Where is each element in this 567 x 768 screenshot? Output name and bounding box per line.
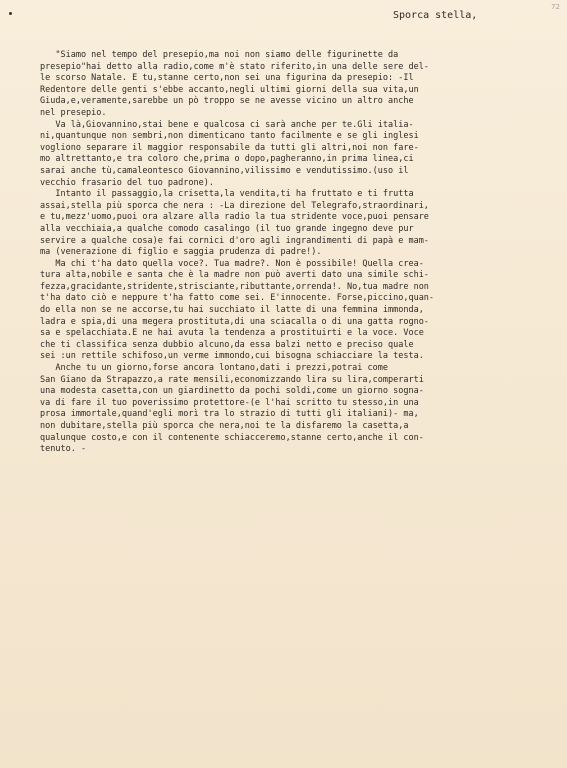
archive-number-mark: 72	[551, 3, 560, 11]
letter-paragraph-4: Ma chi t'ha dato quella voce?. Tua madre?. Non è possibile! Quella crea- tura alta,nobile e santa che è la madre non può averti dato una simile schi- fezza,gracidante,stridente,strisciante,ributtante,orrenda!. No,tua madre non t'ha dato ciò e neppure t'ha fatto come sei. E'innocente. Forse,piccino,quan- do ella non se ne accorse,tu hai succhiato il latte di una femmina immonda, ladra e spia,di una megera prostituta,di una sciacalla o di una gatta rogno- sa e spelacchiata.E ne hai avuta la tendenza a prostituirti e la voce. Voce che ti classifica senza dubbio alcuno,da essa balzi netto e preciso quale sei :un rettile schifoso,un verme immondo,cui bisogna schiacciare la testa.	[40, 258, 435, 362]
letter-paragraph-2: Va là,Giovannino,stai bene e qualcosa ci sarà anche per te.Gli italia- ni,quantunque non sembri,non dimenticano tanto facilmente e se gli inglesi vogliono separare il maggior responsabile da tutti gli altri,noi non fare- mo altrettanto,e tra coloro che,prima o dopo,pagheranno,in prima linea,ci sarai anche tù,camaleontesco Giovannino,vilissimo e vendutissimo.(uso il vecchio frasario del tuo padrone).	[40, 119, 419, 188]
letter-paragraph-3: Intanto il passaggio,la crisetta,la vendita,ti ha fruttato e ti frutta assai,stella più sporca che nera : -La direzione del Telegrafo,straordinari, e tu,mezz'uomo,puoi ora alzare alla radio la tua stridente voce,puoi pensare alla vecchiaia,a qualche comodo casalingo (il tuo grande ingegno deve pur servire a qualche cosa)e fai cornici d'oro agli ingrandimenti di papà e mam- ma (venerazione di figlio e saggia prudenza di padre!).	[40, 189, 429, 258]
margin-dot	[9, 12, 12, 15]
letter-paragraph-5: Anche tu un giorno,forse ancora lontano,dati i prezzi,potrai come San Giano da Strapazzo,a rate mensili,economizzando lira su lira,comperarti una modesta casetta,con un giardinetto da pochi soldi,come un giorno sogna- va di fare il tuo poverissimo protettore-(e l'hai scritto tu stesso,in una prosa immortale,quand'egli morì tra lo strazio di tutti gli italiani)- ma, non dubitare,stella più sporca che nera,noi te la disfaremo la casetta,a qualunque costo,e con il contenente schiacceremo,stanne certo,anche il con- tenuto. -	[40, 363, 424, 455]
letter-paragraph-1: "Siamo nel tempo del presepio,ma noi non siamo delle figurinette da presepio"hai detto alla radio,come m'è stato riferito,in una delle sere del- le scorso Natale. E tu,stanne certo,non sei una figurina da presepio: -Il Redentore delle genti s'ebbe accanto,negli ultimi giorni della sua vita,un Giuda,e,veramente,sarebbe un pò troppo se ne avesse vicino un altro anche nel presepio.	[40, 50, 429, 118]
letter-greeting: Sporca stella,	[393, 10, 478, 21]
letter-body	[40, 50, 560, 456]
